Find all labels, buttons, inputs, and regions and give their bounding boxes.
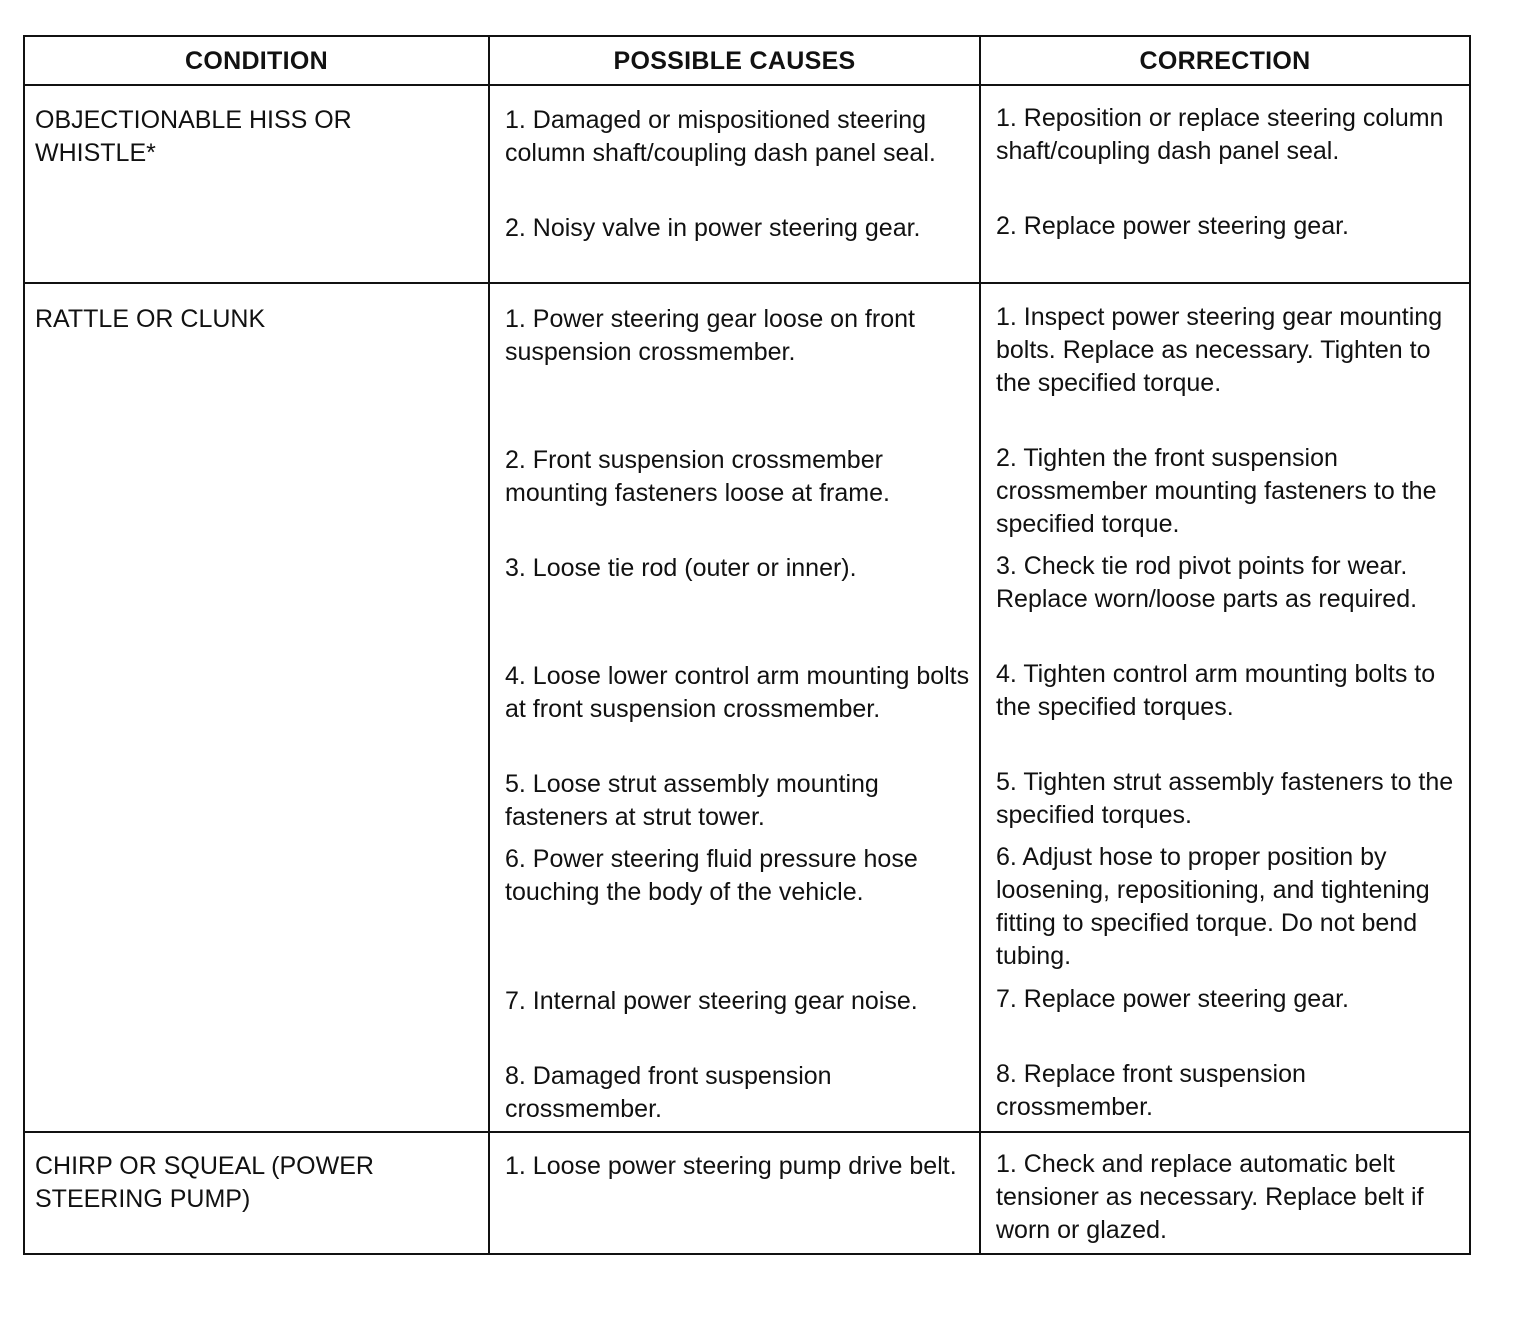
cause-item: 4. Loose lower control arm mounting bolts at front suspension crossmember. bbox=[505, 662, 970, 723]
cause-item: 1. Damaged or mispositioned steering column shaft/coupling dash panel seal. bbox=[505, 106, 936, 167]
condition-cell: OBJECTIONABLE HISS OR WHISTLE* bbox=[35, 106, 352, 167]
header-condition: CONDITION bbox=[185, 46, 328, 75]
correction-item: 5. Tighten strut assembly fasteners to the specified torques. bbox=[996, 768, 1454, 829]
correction-item: 2. Tighten the front suspension crossmember mounting fasteners to the specified torque. bbox=[996, 444, 1437, 538]
cause-item: 8. Damaged front suspension crossmember. bbox=[505, 1062, 832, 1123]
cause-item: 5. Loose strut assembly mounting fasteners at strut tower. bbox=[505, 770, 879, 831]
correction-item: 6. Adjust hose to proper position by loosening, repositioning, and tightening fitting to specified torque. Do not bend tubing. bbox=[996, 843, 1430, 970]
cause-item: 3. Loose tie rod (outer or inner). bbox=[505, 554, 857, 582]
cause-item: 2. Front suspension crossmember mounting fasteners loose at frame. bbox=[505, 446, 890, 507]
cause-item: 6. Power steering fluid pressure hose touching the body of the vehicle. bbox=[505, 845, 918, 906]
correction-item: 1. Check and replace automatic belt tensioner as necessary. Replace belt if worn or glazed. bbox=[996, 1150, 1424, 1244]
row-divider bbox=[25, 282, 1469, 284]
correction-item: 1. Reposition or replace steering column shaft/coupling dash panel seal. bbox=[996, 104, 1444, 165]
condition-cell: RATTLE OR CLUNK bbox=[35, 305, 266, 333]
header-possible-causes: POSSIBLE CAUSES bbox=[613, 46, 856, 75]
cause-item: 1. Power steering gear loose on front suspension crossmember. bbox=[505, 305, 915, 366]
column-divider bbox=[979, 37, 981, 1253]
diagnosis-table bbox=[23, 35, 1471, 1255]
cause-item: 2. Noisy valve in power steering gear. bbox=[505, 214, 921, 242]
row-divider bbox=[25, 1131, 1469, 1133]
correction-item: 3. Check tie rod pivot points for wear. Replace worn/loose parts as required. bbox=[996, 552, 1418, 613]
correction-item: 1. Inspect power steering gear mounting bolts. Replace as necessary. Tighten to the specified torque. bbox=[996, 303, 1443, 397]
condition-cell: CHIRP OR SQUEAL (POWER STEERING PUMP) bbox=[35, 1152, 374, 1213]
cause-item: 1. Loose power steering pump drive belt. bbox=[505, 1152, 957, 1180]
correction-item: 4. Tighten control arm mounting bolts to the specified torques. bbox=[996, 660, 1436, 721]
correction-item: 8. Replace front suspension crossmember. bbox=[996, 1060, 1306, 1121]
cause-item: 7. Internal power steering gear noise. bbox=[505, 987, 918, 1015]
correction-item: 2. Replace power steering gear. bbox=[996, 212, 1349, 240]
column-divider bbox=[488, 37, 490, 1253]
header-correction: CORRECTION bbox=[1139, 46, 1311, 75]
correction-item: 7. Replace power steering gear. bbox=[996, 985, 1349, 1013]
